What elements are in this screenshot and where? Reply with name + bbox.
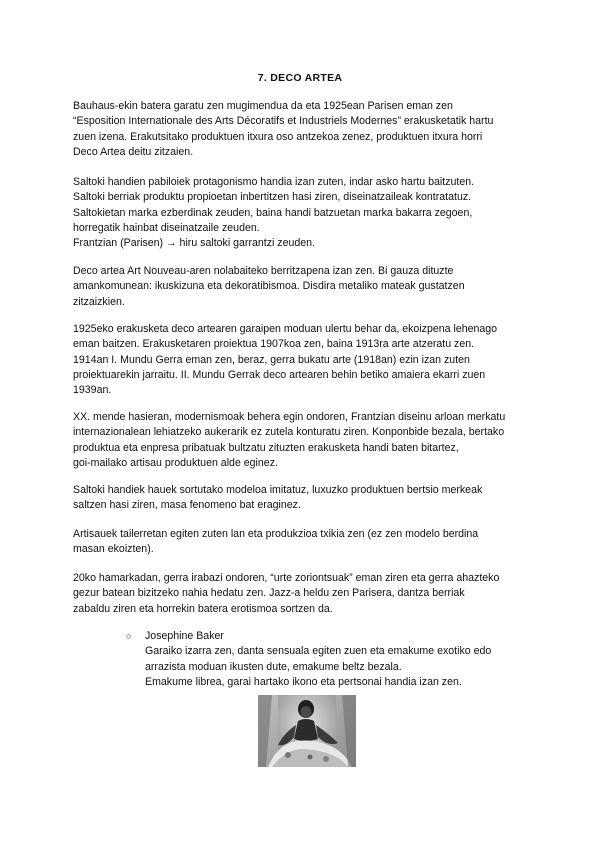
paragraph-7 [73,527,543,558]
text-line: Saltoki handiek hauek sortutako modeloa imitatuz, luxuzko produktuen bertsio merkeak [73,484,483,496]
paragraph-1 [73,99,543,160]
text-line: zabaldu ziren eta horrekin batera erotismoa sortzen da. [73,602,333,615]
josephine-baker-photo [258,695,356,767]
text-line: zitzaizkien. [73,295,125,308]
text-line: proiektuarekin jarraitu. II. Mundu Gerrak deco artearen behin betiko amaiera ekarri zuen [73,368,486,381]
text-line: Garaiko izarra zen, danta sensuala egiten zuen eta emakume exotiko edo [145,645,492,658]
text-line: internazionalean lehiatzeko aukerarik ez zutela konturatu ziren. Konponbide bezala, bertako [73,426,505,439]
section-title: 7. DECO ARTEA [257,72,343,84]
text-line: arrazista moduan ikusten dute, emakume beltz bezala. [145,660,402,673]
bullet-text [145,629,491,690]
text-line: XX. mende hasieran, modernismoak behera egin ondoren, Frantzian diseinu arloan merkatu [73,411,506,423]
text-line: Frantzian (Parisen) → hiru saltoki garrantzi zeuden. [73,237,315,250]
text-line: 1939an. [73,384,112,397]
text-line: gezur batean bizitzeko nahia hedatu zen. Jazz-a heldu zen Parisera, dantza berriak [73,587,465,600]
bullet-heading: Josephine Baker [145,630,224,642]
text-line: Saltoki handien pabiloiek protagonismo handia izan zuten, indar asko hartu baitzuten. [73,176,475,188]
text-line: horregatik hainbat diseinatzaile zeuden. [73,221,260,234]
text-line: Saltokietan marka ezberdinak zeuden, baina handi batzuetan marka bakarra zegoen, [73,206,473,219]
text-line: “Esposition Internationale des Arts Décoratifs et Industriels Modernes” erakusketatik hartu [73,115,494,128]
paragraph-6 [73,483,543,514]
text-line: 20ko hamarkadan, gerra irabazi ondoren, “urte zoriontsuak” eman ziren eta gerra ahazteko [73,572,500,584]
text-line: Artisauek tailerretan egiten zuten lan eta produkzioa txikia zen (ez zen modelo berdina [73,528,479,540]
paragraph-4 [73,322,543,398]
paragraph-8 [73,571,543,617]
text-line: Deco artea Art Nouveau-aren nolabaiteko berritzapena izan zen. Bi gauza dituzte [73,265,454,277]
text-line: amankomunean: ikuskizuna eta dekoratibismoa. Disdira metaliko mateak gustatzen [73,280,465,293]
text-line: eman baitzen. Erakusketaren proiektua 1907koa zen, baina 1913ra arte atzeratu zen. [73,338,475,351]
text-line: 1914an I. Mundu Gerra eman zen, beraz, gerra bukatu arte (1918an) ezin izan zuten [73,353,470,366]
text-line: masan ekoizten). [73,543,154,556]
paragraph-3 [73,264,543,310]
text-line: Saltoki berriak produktu propioetan inbertitzen hasi ziren, diseinatzaileak kontratatuz. [73,191,472,204]
text-line: Emakume librea, garai hartako ikono eta pertsonai handia izan zen. [145,675,462,688]
text-line: Deco Artea deitu zitzaien. [73,145,194,158]
paragraph-5 [73,410,543,471]
paragraph-2 [73,175,543,251]
text-line: 1925eko erakusketa deco artearen garaipen moduan ulertu behar da, ekoizpena lehenago [73,323,498,335]
text-line: produktua eta enpresa pribatuak bultzatu zituzten erakusketa handi baten bitartez, [73,441,459,454]
text-line: saltzen hasi ziren, masa fenomeno bat eraginez. [73,499,301,512]
hollow-bullet-icon: ○ [126,631,132,641]
text-line: zuen izena. Erakutsitako produktuen itxura oso antzekoa zenez, produktuen itxura horri [73,130,483,143]
text-line: goi-mailako artisau produktuen alde eginez. [73,456,278,469]
text-line: Bauhaus-ekin batera garatu zen mugimendua da eta 1925ean Parisen eman zen [73,100,453,112]
